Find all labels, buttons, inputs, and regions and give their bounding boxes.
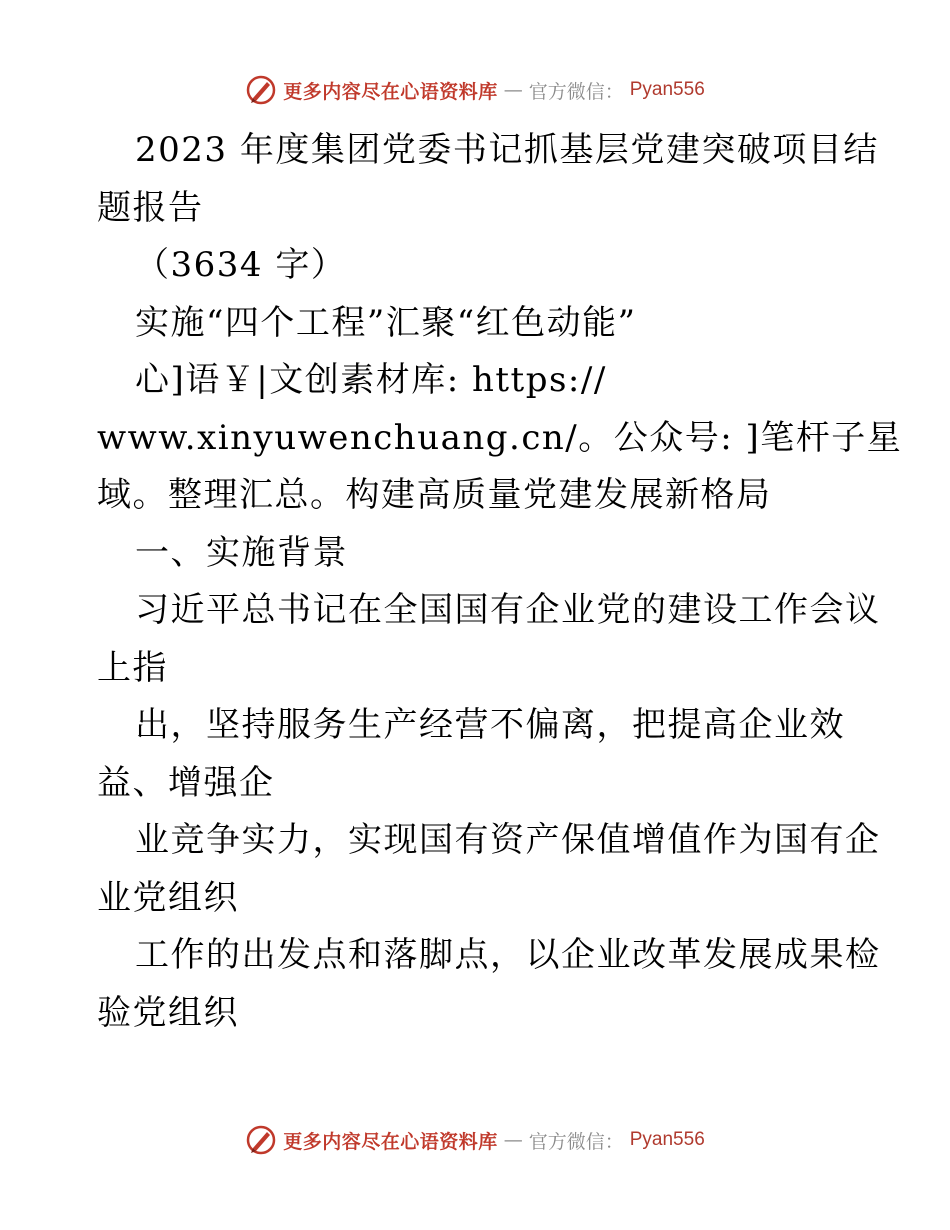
watermark-separator: — — [503, 79, 523, 101]
paragraph-line: 域。整理汇总。构建高质量党建发展新格局 — [97, 475, 772, 515]
subtitle: 实施“四个工程”汇聚“红色动能” — [135, 302, 637, 343]
document-title-line-2: 题报告 — [97, 187, 204, 228]
document-body — [97, 122, 903, 1042]
watermark-header — [0, 70, 950, 110]
watermark-wechat-id: Pyan556 — [629, 79, 705, 100]
paragraph-line: 益、增强企 — [97, 762, 275, 803]
paragraph-line: 业党组织 — [97, 877, 239, 918]
pen-logo-icon — [245, 74, 277, 106]
watermark-main-text: 更多内容尽在心语资料库 — [283, 80, 498, 103]
paragraph-line: 心]语￥|文创素材库: https:// — [135, 360, 607, 400]
watermark-wechat-label: 官方微信： — [528, 80, 624, 103]
watermark-separator: — — [503, 1129, 523, 1151]
document-title-line-1: 2023 年度集团党委书记抓基层党建突破项目结 — [135, 130, 879, 170]
paragraph-line: 业竞争实力，实现国有资产保值增值作为国有企 — [135, 820, 881, 860]
watermark-main-text: 更多内容尽在心语资料库 — [283, 1130, 498, 1153]
watermark-wechat-label: 官方微信： — [528, 1130, 624, 1153]
paragraph-line: www.xinyuwenchuang.cn/。公众号: ]笔杆子星 — [97, 417, 903, 458]
pen-logo-icon — [245, 1124, 277, 1156]
paragraph-line: 习近平总书记在全国国有企业党的建设工作会议 — [135, 590, 881, 630]
paragraph-line: 上指 — [97, 647, 168, 688]
paragraph-line: 出，坚持服务生产经营不偏离，把提高企业效 — [135, 705, 845, 745]
watermark-wechat-id: Pyan556 — [629, 1129, 705, 1150]
paragraph-line: 验党组织 — [97, 992, 239, 1033]
section-heading: 一、实施背景 — [135, 532, 348, 573]
paragraph-line: 工作的出发点和落脚点，以企业改革发展成果检 — [135, 935, 881, 975]
word-count: （3634 字） — [135, 245, 347, 285]
watermark-footer — [0, 1120, 950, 1160]
